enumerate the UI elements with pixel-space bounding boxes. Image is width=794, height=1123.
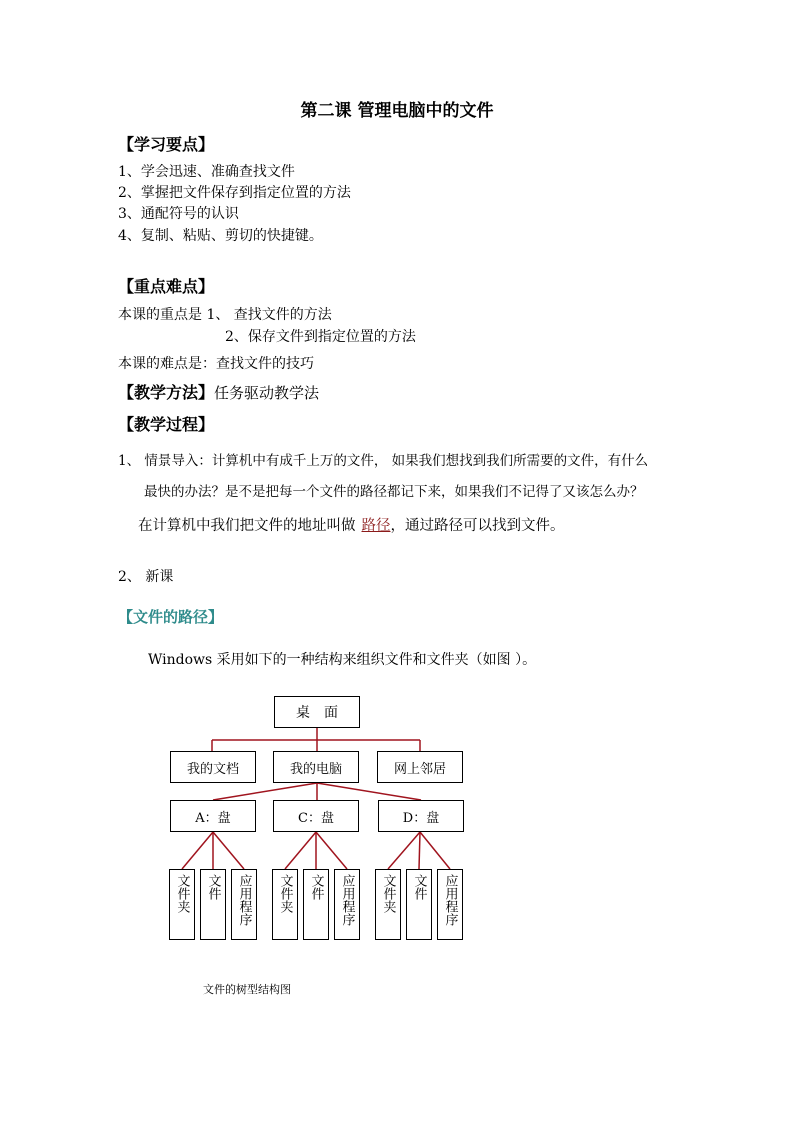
tree-node-my-documents: 我的文档 (170, 751, 256, 783)
connector-drive-1-leaf-0 (285, 832, 316, 869)
page-title: 第二课 管理电脑中的文件 (300, 101, 494, 121)
connector-to-drive-a (213, 783, 317, 800)
focus-point-2: 2、保存文件到指定位置的方法 (225, 329, 416, 345)
tree-node-network: 网上邻居 (377, 751, 463, 783)
tree-node-my-computer: 我的电脑 (273, 751, 359, 783)
tree-leaf-application: 应用程序 (231, 869, 257, 940)
tree-leaf-file: 文件 (200, 869, 226, 940)
process-heading: 【教学过程】 (118, 415, 215, 434)
objectives-heading: 【学习要点】 (118, 135, 215, 154)
path-section-heading: 【文件的路径】 (118, 608, 224, 626)
focus-point-1: 本课的重点是 1、 查找文件的方法 (118, 307, 332, 323)
tree-leaf-folder: 文件夹 (169, 869, 195, 940)
new-lesson: 2、 新课 (118, 569, 174, 585)
tree-root-desktop: 桌 面 (274, 696, 360, 728)
connector-drive-2-leaf-0 (388, 832, 420, 869)
path-word[interactable]: 路径 (361, 518, 391, 534)
objective-item: 1、学会迅速、准确查找文件 (118, 164, 295, 180)
key-points-heading: 【重点难点】 (118, 277, 215, 296)
connector-drive-0-leaf-2 (213, 832, 244, 869)
tree-node-drive-d: D：盘 (378, 800, 464, 832)
method-value: 任务驱动教学法 (214, 384, 320, 402)
connector-drive-2-leaf-1 (419, 832, 420, 869)
tree-leaf-application: 应用程序 (437, 869, 463, 940)
connector-drive-1-leaf-2 (316, 832, 347, 869)
path-sentence-pre: 在计算机中我们把文件的地址叫做 (138, 518, 356, 534)
connector-drive-0-leaf-0 (182, 832, 213, 869)
connector-to-drive-d (317, 783, 421, 800)
method-heading: 【教学方法】 (118, 383, 215, 402)
tree-leaf-application: 应用程序 (334, 869, 360, 940)
objective-item: 4、复制、粘贴、剪切的快捷键。 (118, 228, 323, 244)
tree-leaf-file: 文件 (406, 869, 432, 940)
objective-item: 2、掌握把文件保存到指定位置的方法 (118, 185, 351, 201)
tree-node-drive-a: A：盘 (170, 800, 256, 832)
difficulty-point: 本课的难点是：查找文件的技巧 (118, 356, 314, 372)
intro-line-2: 最快的办法？是不是把每一个文件的路径都记下来，如果我们不记得了又该怎么办？ (144, 484, 644, 500)
tree-node-drive-c: C：盘 (273, 800, 359, 832)
tree-leaf-folder: 文件夹 (375, 869, 401, 940)
objective-item: 3、通配符号的认识 (118, 206, 239, 222)
tree-leaf-file: 文件 (303, 869, 329, 940)
tree-caption: 文件的树型结构图 (203, 983, 291, 996)
tree-leaf-folder: 文件夹 (272, 869, 298, 940)
path-sentence-post: ，通过路径可以找到文件。 (390, 518, 565, 534)
connector-drive-2-leaf-2 (420, 832, 450, 869)
intro-line-1: 1、 情景导入：计算机中有成千上万的文件， 如果我们想找到我们所需要的文件，有什么 (118, 453, 649, 469)
windows-sentence: Windows 采用如下的一种结构来组织文件和文件夹（如图 ）。 (148, 652, 537, 668)
